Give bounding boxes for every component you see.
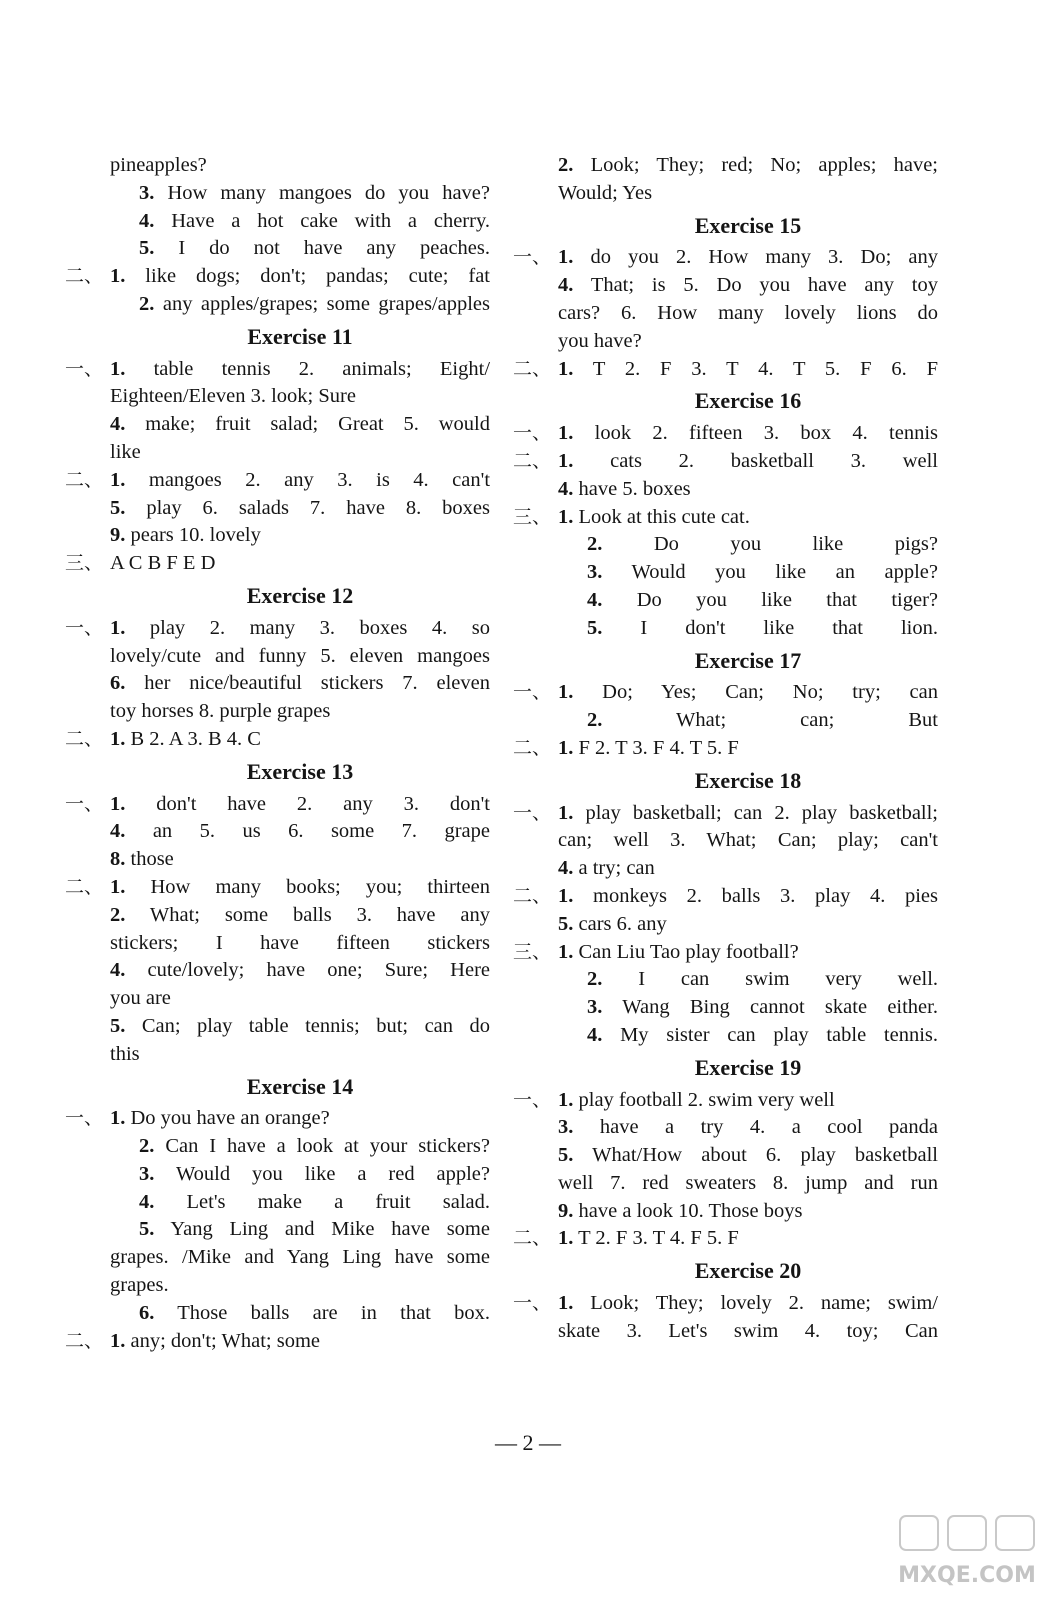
item-number: 1. — [558, 884, 574, 907]
answer-text: any; don't; What; some — [130, 1329, 320, 1352]
item-number: 4. — [110, 820, 126, 843]
item-number: 5. — [587, 616, 603, 639]
answer-text: Would you like a red apple? — [175, 1162, 490, 1185]
answer-text: have a try 4. a cool panda — [599, 1116, 938, 1139]
answer-text: Would; Yes — [558, 181, 653, 204]
item-number: 1. — [558, 940, 574, 963]
watermark-logo — [892, 1512, 1042, 1592]
exercise-heading: Exercise 19 — [694, 1054, 802, 1080]
item-number: 1. — [110, 357, 126, 380]
answer-line — [513, 1087, 938, 1115]
answer-text: like dogs; don't; pandas; cute; fat — [145, 265, 490, 288]
section-marker: 二、 — [65, 468, 104, 491]
answer-text: How many books; you; thirteen — [150, 875, 491, 898]
answer-line — [558, 1114, 938, 1142]
answer-text: those — [130, 848, 174, 871]
section-marker: 一、 — [65, 616, 104, 639]
answer-line — [110, 698, 490, 726]
right-column — [513, 152, 939, 1346]
answer-line — [110, 383, 490, 411]
answer-line — [558, 1318, 938, 1346]
watermark-text: MXQE.COM — [898, 1563, 1036, 1588]
answer-text: don't have 2. any 3. don't — [156, 792, 491, 815]
answer-line — [513, 420, 939, 448]
section-marker: 二、 — [513, 357, 552, 380]
item-number: 2. — [587, 968, 603, 991]
item-number: 5. — [558, 1144, 574, 1167]
item-number: 4. — [139, 209, 155, 232]
section-marker: 二、 — [513, 1227, 552, 1250]
answer-line — [558, 615, 938, 643]
item-number: 5. — [110, 496, 126, 519]
answer-line — [110, 846, 490, 874]
section-marker: 二、 — [65, 1329, 104, 1352]
answer-line — [65, 1105, 490, 1133]
section-marker: 一、 — [65, 357, 104, 380]
section-marker: 二、 — [65, 265, 104, 288]
answer-line — [513, 244, 938, 272]
item-number: 4. — [558, 477, 574, 500]
answer-text: cars 6. any — [578, 912, 667, 935]
answer-text: play basketball; can 2. play basketball; — [585, 801, 939, 824]
answer-text: grapes. /Mike and Yang Ling have some — [110, 1246, 490, 1269]
item-number: 1. — [558, 449, 574, 472]
left-column — [65, 152, 491, 1355]
answer-line — [558, 587, 938, 615]
answer-text: That; is 5. Do you have any toy — [590, 274, 938, 297]
item-number: 3. — [587, 996, 603, 1019]
answer-line — [558, 911, 938, 939]
answer-line — [110, 670, 490, 698]
answer-line — [513, 679, 939, 707]
section-marker: 二、 — [65, 727, 104, 750]
answer-text: What; can; But — [676, 709, 938, 732]
answer-line — [110, 439, 490, 467]
answer-line — [513, 448, 938, 476]
item-number: 4. — [558, 274, 574, 297]
answer-line — [110, 985, 490, 1013]
answer-text: Can I have a look at your stickers? — [165, 1135, 491, 1158]
answer-text: toy horses 8. purple grapes — [110, 700, 331, 723]
answer-line — [558, 855, 938, 883]
item-number: 2. — [587, 533, 603, 556]
answer-line — [558, 707, 938, 735]
answer-line — [558, 328, 938, 356]
answer-text: Eighteen/Eleven 3. look; Sure — [110, 385, 356, 408]
answer-line — [110, 1189, 490, 1217]
page-number: — 2 — — [495, 1430, 561, 1455]
item-number: 9. — [110, 524, 126, 547]
section-marker: 一、 — [513, 681, 552, 704]
answer-text: Can; play table tennis; but; can do — [141, 1014, 490, 1037]
item-number: 1. — [558, 357, 574, 380]
answer-line — [110, 1216, 490, 1244]
answer-text: a try; can — [578, 857, 655, 880]
exercise-heading: Exercise 13 — [246, 758, 354, 784]
exercise-heading: Exercise 15 — [694, 212, 802, 238]
section-marker: 二、 — [65, 875, 104, 898]
item-number: 1. — [110, 792, 126, 815]
answer-text: grapes. — [110, 1274, 169, 1297]
answer-line — [513, 883, 939, 911]
answer-line — [110, 1300, 490, 1328]
section-marker: 一、 — [513, 246, 552, 269]
answer-line — [558, 272, 938, 300]
item-number: 2. — [139, 292, 155, 315]
answer-line — [110, 152, 490, 180]
answer-line — [110, 643, 490, 671]
answer-line — [110, 957, 490, 985]
answer-text: Look; They; lovely 2. name; swim/ — [590, 1292, 938, 1315]
item-number: 5. — [558, 912, 574, 935]
section-marker: 二、 — [513, 884, 552, 907]
answer-text: you have? — [558, 329, 642, 352]
item-number: 1. — [558, 681, 574, 704]
answer-text: play 6. salads 7. have 8. boxes — [146, 496, 491, 519]
answer-line — [110, 1161, 490, 1189]
answer-line — [513, 1290, 938, 1318]
answer-line — [110, 1244, 490, 1272]
section-marker: 二、 — [513, 449, 552, 472]
answer-text: cars? 6. How many lovely lions do — [558, 301, 938, 324]
item-number: 4. — [110, 413, 126, 436]
item-number: 1. — [110, 727, 126, 750]
section-marker: 一、 — [513, 1292, 552, 1315]
item-number: 1. — [110, 1107, 126, 1130]
answer-text: have a look 10. Those boys — [578, 1199, 803, 1222]
answer-text: you are — [110, 987, 171, 1010]
answer-line — [513, 504, 938, 532]
section-marker: 三、 — [513, 505, 552, 528]
answer-line — [558, 152, 938, 180]
answer-text: Do; Yes; Can; No; try; can — [602, 681, 939, 704]
answer-text: this — [110, 1042, 140, 1065]
item-number: 1. — [110, 875, 126, 898]
item-number: 4. — [587, 1023, 603, 1046]
answer-line — [110, 1272, 490, 1300]
answer-text: Do you like that tiger? — [636, 588, 939, 611]
answer-text: well 7. red sweaters 8. jump and run — [558, 1171, 938, 1194]
answer-text: Would you like an apple? — [631, 561, 938, 584]
answer-line — [558, 994, 938, 1022]
section-marker: 二、 — [513, 736, 552, 759]
answer-text: B 2. A 3. B 4. C — [130, 727, 261, 750]
item-number: 5. — [139, 1218, 155, 1241]
answer-text: T 2. F 3. T 4. F 5. F — [578, 1227, 739, 1250]
answer-text: play football 2. swim very well — [578, 1088, 835, 1111]
section-marker: 一、 — [65, 1107, 104, 1130]
answer-text: I don't like that lion. — [640, 616, 938, 639]
answer-text: Look; They; red; No; apples; have; — [590, 154, 938, 176]
section-marker: 三、 — [65, 552, 104, 575]
item-number: 1. — [110, 265, 126, 288]
answer-text: Do you have an orange? — [130, 1107, 330, 1130]
exercise-heading: Exercise 11 — [247, 323, 353, 349]
answer-text: mangoes 2. any 3. is 4. can't — [148, 468, 491, 491]
item-number: 9. — [558, 1199, 574, 1222]
answer-text: T 2. F 3. T 4. T 5. F 6. F — [592, 357, 938, 380]
item-number: 1. — [110, 468, 126, 491]
answer-line — [110, 235, 490, 263]
exercise-heading: Exercise 18 — [694, 767, 802, 793]
exercise-heading: Exercise 12 — [246, 582, 354, 608]
item-number: 8. — [110, 848, 126, 871]
answer-line — [110, 1133, 490, 1161]
item-number: 6. — [139, 1301, 155, 1324]
answer-line — [110, 495, 490, 523]
answer-text: Can Liu Tao play football? — [578, 940, 799, 963]
answer-text: do you 2. How many 3. Do; any — [590, 246, 938, 269]
answer-text: A C B F E D — [110, 552, 216, 575]
item-number: 4. — [587, 588, 603, 611]
answer-text: How many mangoes do you have? — [167, 181, 491, 204]
item-number: 1. — [558, 1227, 574, 1250]
item-number: 2. — [587, 709, 603, 732]
answer-line — [558, 476, 938, 504]
item-number: 1. — [558, 1292, 574, 1315]
answer-line — [513, 735, 938, 763]
item-number: 6. — [110, 672, 126, 695]
answer-line — [558, 180, 938, 208]
answer-text: table tennis 2. animals; Eight/ — [153, 357, 491, 380]
answer-line — [558, 559, 938, 587]
answer-text: F 2. T 3. F 4. T 5. F — [578, 736, 739, 759]
item-number: 4. — [558, 857, 574, 880]
item-number: 5. — [139, 237, 155, 260]
item-number: 1. — [558, 246, 574, 269]
answer-text: What; some balls 3. have any — [149, 903, 490, 926]
answer-text: stickers; I have fifteen stickers — [110, 931, 490, 954]
answer-line — [110, 1013, 490, 1041]
answer-line — [558, 1022, 938, 1050]
item-number: 1. — [558, 505, 574, 528]
exercise-heading: Exercise 14 — [246, 1073, 354, 1099]
answer-text: Those balls are in that box. — [177, 1301, 490, 1324]
section-marker: 三、 — [513, 940, 552, 963]
answer-text: I do not have any peaches. — [178, 237, 490, 260]
answer-text: pears 10. lovely — [130, 524, 261, 547]
answer-line — [110, 208, 490, 236]
answer-line — [558, 1142, 938, 1170]
answer-text: lovely/cute and funny 5. eleven mangoes — [110, 644, 490, 667]
answer-text: like — [110, 440, 141, 463]
answer-line — [65, 550, 490, 578]
item-number: 1. — [558, 801, 574, 824]
item-number: 1. — [558, 422, 574, 445]
answer-line — [110, 411, 490, 439]
answer-line — [558, 966, 938, 994]
answer-text: My sister can play table tennis. — [620, 1023, 938, 1046]
item-number: 4. — [139, 1190, 155, 1213]
item-number: 3. — [139, 1162, 155, 1185]
answer-text: her nice/beautiful stickers 7. eleven — [144, 672, 490, 695]
answer-text: play 2. many 3. boxes 4. so — [149, 616, 490, 639]
section-marker: 一、 — [513, 1088, 552, 1111]
item-number: 3. — [139, 181, 155, 204]
item-number: 1. — [558, 1088, 574, 1111]
answer-text: Do you like pigs? — [653, 533, 938, 556]
answer-line — [110, 930, 490, 958]
exercise-heading: Exercise 17 — [694, 647, 802, 673]
answer-text: pineapples? — [110, 154, 207, 176]
answer-line — [558, 531, 938, 559]
answer-line — [110, 818, 490, 846]
answer-line — [65, 791, 491, 819]
answer-text: Yang Ling and Mike have some — [170, 1218, 490, 1241]
answer-line — [65, 615, 490, 643]
answer-text: any apples/grapes; some grapes/apples — [162, 292, 490, 315]
answer-text: monkeys 2. balls 3. play 4. pies — [593, 884, 939, 907]
answer-line — [110, 291, 490, 319]
answer-line — [513, 1225, 938, 1253]
section-marker: 一、 — [65, 792, 104, 815]
answer-text: have 5. boxes — [578, 477, 691, 500]
answer-text: cats 2. basketball 3. well — [610, 449, 938, 472]
answer-text: can; well 3. What; Can; play; can't — [558, 829, 938, 852]
answer-line — [513, 356, 938, 384]
answer-line — [110, 902, 490, 930]
answer-line — [558, 1198, 938, 1226]
section-marker: 一、 — [513, 422, 552, 445]
item-number: 5. — [110, 1014, 126, 1037]
answer-line — [558, 827, 938, 855]
answer-text: Wang Bing cannot skate either. — [622, 996, 938, 1019]
item-number: 1. — [110, 1329, 126, 1352]
answer-line — [65, 467, 491, 495]
item-number: 2. — [110, 903, 126, 926]
answer-line — [65, 726, 490, 754]
answer-text: an 5. us 6. some 7. grape — [152, 820, 491, 843]
item-number: 2. — [558, 154, 574, 176]
answer-line — [65, 263, 490, 291]
answer-line — [110, 180, 490, 208]
answer-text: make; fruit salad; Great 5. would — [145, 413, 491, 436]
answer-line — [110, 522, 490, 550]
item-number: 1. — [110, 616, 126, 639]
answer-text: Have a hot cake with a cherry. — [171, 209, 490, 232]
item-number: 3. — [587, 561, 603, 584]
item-number: 1. — [558, 736, 574, 759]
answer-text: cute/lovely; have one; Sure; Here — [147, 959, 490, 982]
answer-line — [65, 1328, 490, 1356]
answer-line — [65, 356, 491, 384]
answer-text: Look at this cute cat. — [578, 505, 750, 528]
section-marker: 一、 — [513, 801, 552, 824]
answer-text: I can swim very well. — [638, 968, 939, 991]
answer-line — [513, 939, 938, 967]
answer-line — [110, 1041, 490, 1069]
item-number: 4. — [110, 959, 126, 982]
item-number: 3. — [558, 1116, 574, 1139]
answer-line — [558, 300, 938, 328]
answer-text: Let's make a fruit salad. — [186, 1190, 490, 1213]
answer-line — [513, 800, 939, 828]
exercise-heading: Exercise 20 — [694, 1258, 802, 1284]
answer-line — [65, 874, 491, 902]
answer-text: skate 3. Let's swim 4. toy; Can — [558, 1319, 938, 1342]
item-number: 2. — [139, 1135, 155, 1158]
answer-text: look 2. fifteen 3. box 4. tennis — [594, 422, 939, 445]
exercise-heading: Exercise 16 — [694, 388, 802, 414]
answer-line — [558, 1170, 938, 1198]
answer-text: What/How about 6. play basketball — [592, 1144, 938, 1167]
